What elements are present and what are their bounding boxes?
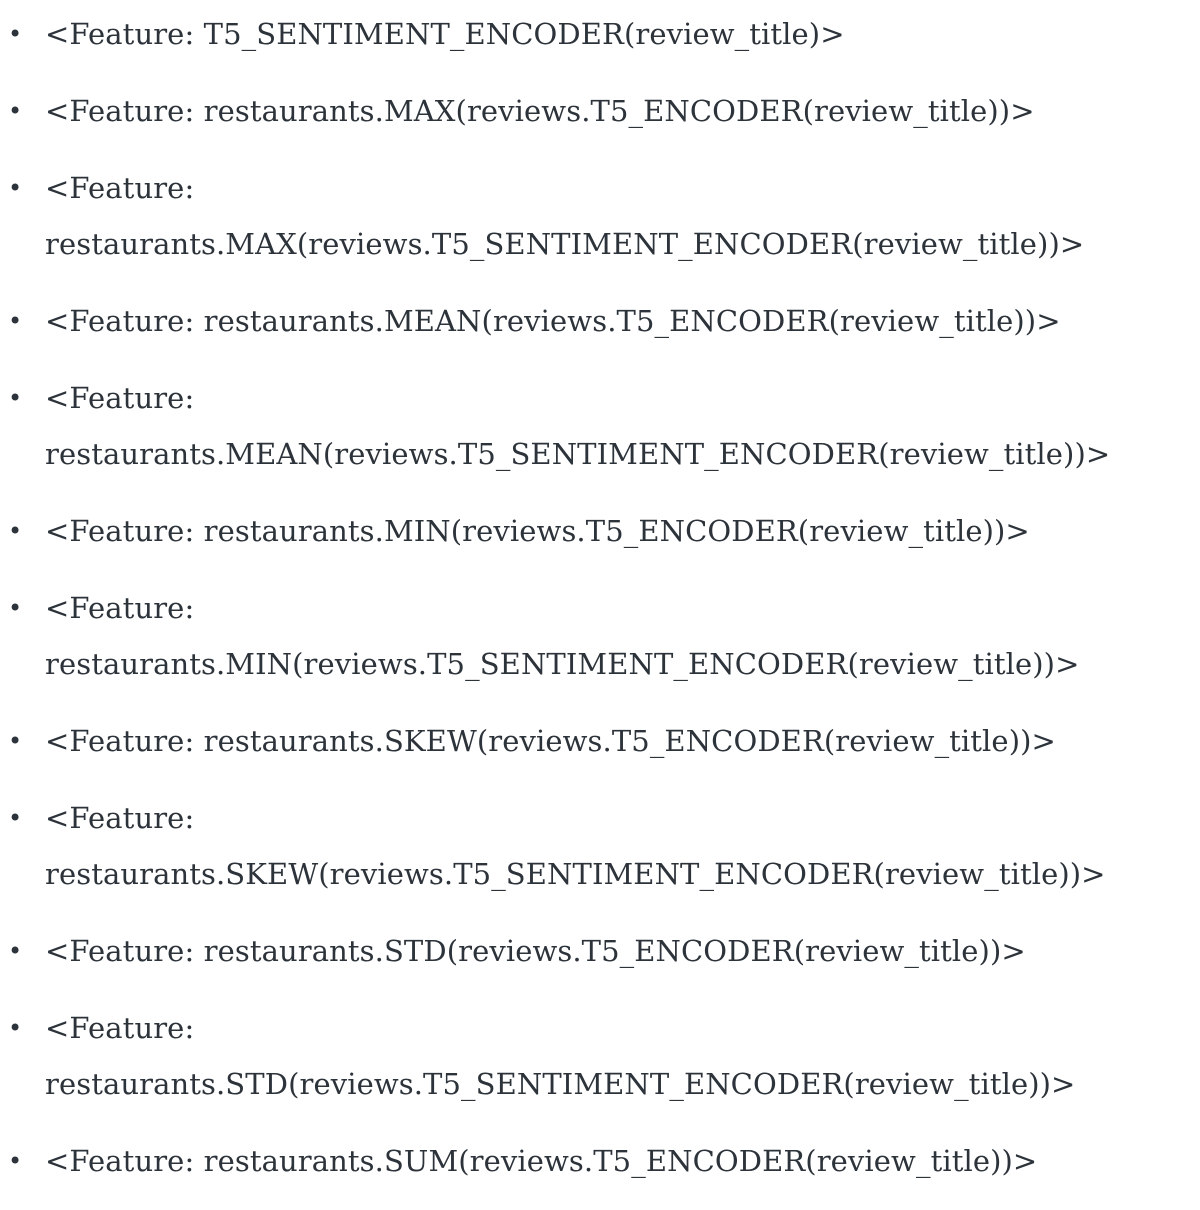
feature-list-item	[0, 790, 1115, 902]
feature-text: <Feature: restaurants.STD(reviews.T5_SENTIMENT_ENCODER(review_title))>	[45, 1011, 1076, 1101]
bullet-icon: •	[8, 1147, 23, 1175]
bullet-icon: •	[8, 804, 23, 832]
feature-text: <Feature: restaurants.SKEW(reviews.T5_ENCODER(review_title))>	[45, 724, 1056, 758]
bullet-icon: •	[8, 384, 23, 412]
feature-list-item	[0, 293, 1115, 349]
feature-list-item	[0, 1133, 1115, 1189]
feature-text: <Feature: T5_SENTIMENT_ENCODER(review_title)>	[45, 17, 845, 51]
bullet-icon: •	[8, 1014, 23, 1042]
feature-text: <Feature: restaurants.MIN(reviews.T5_ENCODER(review_title))>	[45, 514, 1030, 548]
feature-list-item	[0, 160, 1115, 272]
feature-text: <Feature: restaurants.SKEW(reviews.T5_SENTIMENT_ENCODER(review_title))>	[45, 801, 1106, 891]
feature-list-item	[0, 923, 1115, 979]
feature-list-item	[0, 6, 1115, 62]
bullet-icon: •	[8, 20, 23, 48]
feature-list-item	[0, 83, 1115, 139]
bullet-icon: •	[8, 307, 23, 335]
feature-list-item	[0, 503, 1115, 559]
bullet-icon: •	[8, 727, 23, 755]
feature-list-item	[0, 713, 1115, 769]
feature-text: <Feature: restaurants.MEAN(reviews.T5_ENCODER(review_title))>	[45, 304, 1061, 338]
feature-list-item	[0, 580, 1115, 692]
bullet-icon: •	[8, 937, 23, 965]
bullet-icon: •	[8, 594, 23, 622]
feature-text: <Feature: restaurants.MIN(reviews.T5_SENTIMENT_ENCODER(review_title))>	[45, 591, 1080, 681]
feature-text: <Feature: restaurants.MEAN(reviews.T5_SENTIMENT_ENCODER(review_title))>	[45, 381, 1111, 471]
bullet-icon: •	[8, 174, 23, 202]
feature-list-item	[0, 1000, 1115, 1112]
bullet-icon: •	[8, 97, 23, 125]
feature-list-item	[0, 370, 1115, 482]
feature-text: <Feature: restaurants.MAX(reviews.T5_ENCODER(review_title))>	[45, 94, 1035, 128]
feature-text: <Feature: restaurants.STD(reviews.T5_ENCODER(review_title))>	[45, 934, 1026, 968]
feature-text: <Feature: restaurants.SUM(reviews.T5_ENCODER(review_title))>	[45, 1144, 1038, 1178]
feature-text: <Feature: restaurants.MAX(reviews.T5_SENTIMENT_ENCODER(review_title))>	[45, 171, 1085, 261]
bullet-icon: •	[8, 517, 23, 545]
